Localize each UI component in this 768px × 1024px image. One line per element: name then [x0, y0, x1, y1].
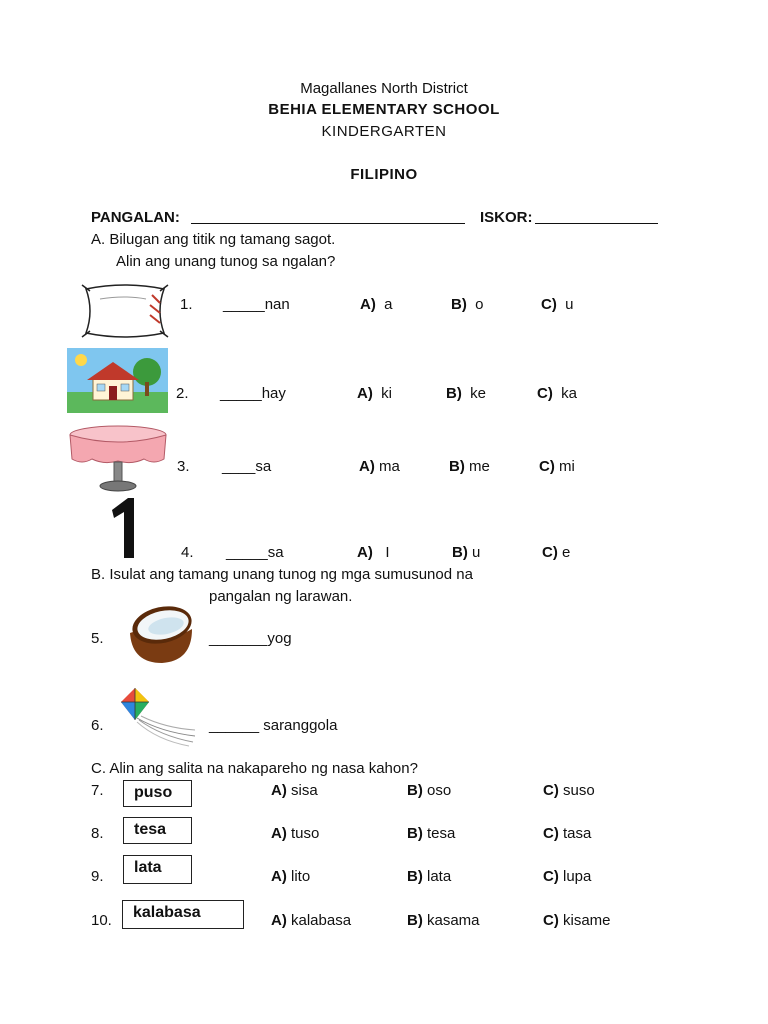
coconut-icon [126, 603, 196, 665]
item-2-option-c[interactable] [537, 385, 577, 402]
kite-icon [121, 688, 197, 746]
item-9-word-box [123, 855, 192, 884]
option-letter: C) [542, 544, 558, 561]
option-letter: B) [446, 385, 462, 402]
option-text: ke [470, 385, 487, 402]
option-text: lata [427, 868, 452, 885]
item-3-option-a[interactable] [359, 458, 400, 475]
option-text: u [472, 544, 481, 561]
option-letter: C) [543, 868, 559, 885]
option-text: tasa [563, 825, 592, 842]
option-text: u [565, 296, 574, 313]
item-4-option-b[interactable] [452, 544, 480, 561]
score-label: ISKOR: [480, 209, 533, 226]
score-field[interactable] [535, 211, 658, 224]
option-text: kisame [563, 912, 611, 929]
item-6-number: 6. [91, 717, 104, 734]
item-7-option-a[interactable] [271, 782, 318, 799]
option-letter: A) [271, 912, 287, 929]
table-icon [68, 425, 168, 493]
option-text: I [385, 544, 390, 561]
option-letter: A) [271, 868, 287, 885]
item-10-option-c[interactable] [543, 912, 611, 929]
part-a-question: Alin ang unang tunog sa ngalan? [116, 253, 336, 270]
item-8-word-box [123, 817, 192, 844]
option-text: tuso [291, 825, 320, 842]
option-text: tesa [427, 825, 456, 842]
option-text: mi [559, 458, 575, 475]
item-2-blank: _____hay [220, 385, 286, 402]
item-2-option-b[interactable] [446, 385, 486, 402]
item-8-option-a[interactable] [271, 825, 319, 842]
item-7-option-b[interactable] [407, 782, 451, 799]
item-9-option-b[interactable] [407, 868, 451, 885]
option-letter: B) [451, 296, 467, 313]
option-letter: A) [360, 296, 376, 313]
option-text: kasama [427, 912, 480, 929]
option-text: e [562, 544, 571, 561]
school-name: BEHIA ELEMENTARY SCHOOL [268, 101, 500, 118]
option-text: kalabasa [291, 912, 352, 929]
part-b-instruction-cont: pangalan ng larawan. [209, 588, 353, 605]
option-letter: A) [357, 385, 373, 402]
option-letter: A) [271, 782, 287, 799]
item-9-option-a[interactable] [271, 868, 310, 885]
option-text: ka [561, 385, 578, 402]
option-letter: B) [449, 458, 465, 475]
item-9-option-c[interactable] [543, 868, 591, 885]
option-letter: B) [407, 825, 423, 842]
item-1-number: 1. [180, 296, 193, 313]
option-letter: C) [541, 296, 557, 313]
word-text: lata [134, 859, 162, 876]
option-text: lupa [563, 868, 592, 885]
option-text: me [469, 458, 490, 475]
option-text: sisa [291, 782, 318, 799]
word-text: tesa [134, 821, 167, 838]
option-text: a [384, 296, 393, 313]
option-text: ma [379, 458, 400, 475]
item-3-number: 3. [177, 458, 190, 475]
number-one-icon [108, 496, 140, 560]
item-4-blank: _____sa [226, 544, 284, 561]
item-4-option-a[interactable] [357, 544, 390, 561]
option-letter: B) [407, 782, 423, 799]
item-2-option-a[interactable] [357, 385, 392, 402]
item-6-text: ______ saranggola [209, 717, 338, 734]
word-text: kalabasa [133, 904, 201, 921]
subject-title: FILIPINO [350, 166, 418, 183]
item-3-blank: ____sa [222, 458, 272, 475]
item-7-option-c[interactable] [543, 782, 595, 799]
part-a-instruction: A. Bilugan ang titik ng tamang sagot. [91, 231, 336, 248]
option-text: o [475, 296, 484, 313]
option-letter: C) [543, 912, 559, 929]
house-icon [67, 348, 168, 413]
item-1-option-c[interactable] [541, 296, 574, 313]
option-text: oso [427, 782, 452, 799]
item-4-option-c[interactable] [542, 544, 570, 561]
item-3-option-b[interactable] [449, 458, 490, 475]
item-9-number: 9. [91, 868, 104, 885]
item-10-option-b[interactable] [407, 912, 480, 929]
option-letter: C) [543, 825, 559, 842]
word-text: puso [134, 784, 173, 801]
item-8-option-b[interactable] [407, 825, 455, 842]
option-letter: C) [537, 385, 553, 402]
option-letter: B) [452, 544, 468, 561]
grade-level: KINDERGARTEN [321, 123, 447, 140]
part-b-instruction: B. Isulat ang tamang unang tunog ng mga sumusunod na [91, 566, 473, 583]
item-1-option-a[interactable] [360, 296, 393, 313]
item-10-number: 10. [91, 912, 112, 929]
option-text: lito [291, 868, 311, 885]
option-letter: A) [271, 825, 287, 842]
part-c-instruction: C. Alin ang salita na nakapareho ng nasa kahon? [91, 760, 418, 777]
option-letter: C) [543, 782, 559, 799]
name-label: PANGALAN: [91, 209, 180, 226]
option-letter: A) [359, 458, 375, 475]
item-8-number: 8. [91, 825, 104, 842]
option-letter: B) [407, 912, 423, 929]
item-8-option-c[interactable] [543, 825, 591, 842]
district-name: Magallanes North District [300, 80, 468, 97]
option-letter: C) [539, 458, 555, 475]
item-5-text: _______yog [209, 630, 292, 647]
name-field[interactable] [191, 211, 465, 224]
item-7-word-box [123, 780, 192, 807]
option-text: suso [563, 782, 595, 799]
item-5-number: 5. [91, 630, 104, 647]
option-text: ki [381, 385, 393, 402]
item-1-option-b[interactable] [451, 296, 484, 313]
item-2-number: 2. [176, 385, 189, 402]
item-3-option-c[interactable] [539, 458, 575, 475]
item-7-number: 7. [91, 782, 104, 799]
item-4-number: 4. [181, 544, 194, 561]
option-letter: B) [407, 868, 423, 885]
option-letter: A) [357, 544, 373, 561]
item-1-blank: _____nan [223, 296, 290, 313]
item-10-option-a[interactable] [271, 912, 351, 929]
pillow-icon [80, 281, 170, 341]
item-10-word-box [122, 900, 244, 929]
